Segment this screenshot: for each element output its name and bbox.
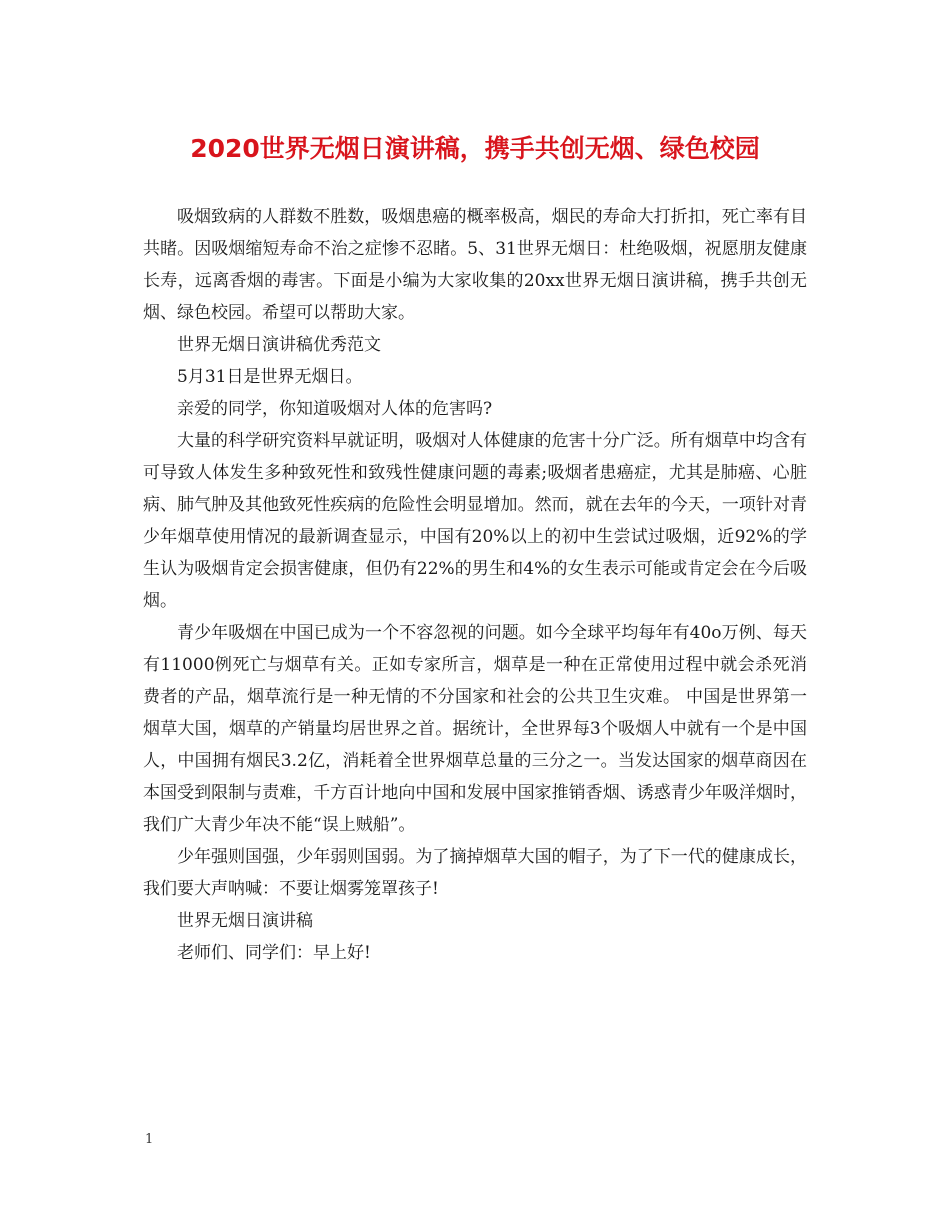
paragraph-health-harm: 大量的科学研究资料早就证明，吸烟对人体健康的危害十分广泛。所有烟草中均含有可导致人体发生多种致死性和致残性健康问题的毒素;吸烟者患癌症，尤其是肺癌、心脏病、肺气肿及其他致死性疾病的危险性会明显增加。然而，就在去年的今天，一项针对青少年烟草使用情况的最新调查显示，中国有20%以上的初中生尝试过吸烟，近92%的学生认为吸烟肯定会损害健康，但仍有22%的男生和4%的女生表示可能或肯定会在今后吸烟。 [143,431,807,611]
document-body [143,201,807,969]
section-heading-sample: 世界无烟日演讲稿优秀范文 [177,335,381,355]
section-heading-speech: 世界无烟日演讲稿 [177,911,313,931]
paragraph-youth-smoking: 青少年吸烟在中国已成为一个不容忽视的问题。如今全球平均每年有40o万例、每天有11000例死亡与烟草有关。正如专家所言，烟草是一种在正常使用过程中就会杀死消费者的产品，烟草流行是一种无情的不分国家和社会的公共卫生灾难。 中国是世界第一烟草大国，烟草的产销量均居世界之首。据统计，全世界每3个吸烟人中就有一个是中国人，中国拥有烟民3.2亿，消耗着全世界烟草总量的三分之一。当发达国家的烟草商因在本国受到限制与责难，千方百计地向中国和发展中国家推销香烟、诱惑青少年吸洋烟时，我们广大青少年决不能“误上贼船”。 [143,623,807,835]
document-title: 2020世界无烟日演讲稿，携手共创无烟、绿色校园 [190,134,760,163]
page-number: 1 [145,1132,154,1147]
intro-paragraph: 吸烟致病的人群数不胜数，吸烟患癌的概率极高，烟民的寿命大打折扣，死亡率有目共睹。因吸烟缩短寿命不治之症惨不忍睹。5、31世界无烟日：杜绝吸烟，祝愿朋友健康长寿，远离香烟的毒害。下面是小编为大家收集的20xx世界无烟日演讲稿，携手共创无烟、绿色校园。希望可以帮助大家。 [143,207,807,323]
paragraph-salutation: 老师们、同学们：早上好! [177,943,371,963]
paragraph-date: 5月31日是世界无烟日。 [177,367,363,387]
paragraph-call-to-action: 少年强则国强，少年弱则国弱。为了摘掉烟草大国的帽子，为了下一代的健康成长，我们要大声呐喊：不要让烟雾笼罩孩子! [143,847,807,899]
paragraph-greeting-question: 亲爱的同学，你知道吸烟对人体的危害吗? [177,399,493,419]
